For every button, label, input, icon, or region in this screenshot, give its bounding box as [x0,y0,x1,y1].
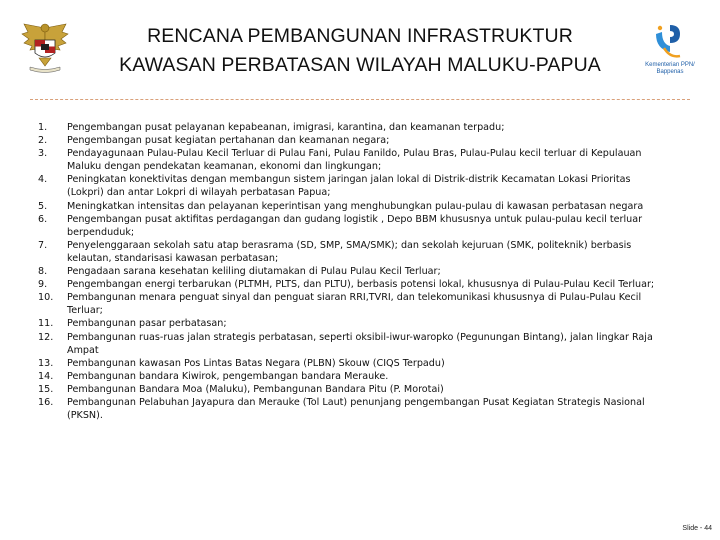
list-item-text: Meningkatkan intensitas dan pelayanan keperintisan yang menghubungkan pulau-pulau di kawasan perbatasan negara [67,200,644,212]
list-item [38,147,670,173]
header-divider [30,99,690,100]
list-item [38,173,670,199]
list-item-text: Pembangunan ruas-ruas jalan strategis perbatasan, seperti oksibil-iwur-waropko (Pegunungan Bintang), jalan lingkar Raja Ampat [67,331,653,356]
logo-text-line-1: Kementerian PPN/ [645,62,695,68]
list-item-text: Pembangunan bandara Kiwirok, pengembangan bandara Merauke. [67,370,389,382]
list-item [38,357,670,370]
list-item [38,317,670,330]
title-line-2: KAWASAN PERBATASAN WILAYAH MALUKU-PAPUA [119,54,601,76]
list-item-text: Peningkatan konektivitas dengan membangun sistem jaringan jalan lokal di Distrik-distrik Kecamatan Lokasi Prioritas (Lokpri) dan antar Lokpri di wilayah perbatasan Papua; [67,174,631,199]
list-item [38,291,670,317]
list-item-number: 9. [38,279,48,291]
list-item-text: Pengembangan pusat pelayanan kepabeanan, imigrasi, karantina, dan keamanan terpadu; [67,122,505,133]
list-item [38,278,670,291]
list-item [38,383,670,396]
list-item-number: 5. [38,200,48,212]
list-item [38,121,670,134]
list-item [38,239,670,265]
slide-number: Slide - 44 [682,525,712,532]
list-item-text: Pembangunan Bandara Moa (Maluku), Pembangunan Bandara Pitu (P. Morotai) [67,383,444,395]
slide-header [0,0,720,100]
list-item-number: 4. [38,174,48,186]
list-item-number: 2. [38,135,48,147]
list-item-number: 8. [38,266,48,278]
list-item [38,200,670,213]
list-item-number: 15. [38,383,54,395]
list-item-text: Pembangunan menara penguat sinyal dan penguat siaran RRI,TVRI, dan telekomunikasi khususnya di Pulau-Pulau Kecil Terluar; [67,292,642,317]
bappenas-logo-icon [640,22,700,62]
list-item-number: 7. [38,239,48,251]
bappenas-logo [640,22,700,92]
priority-list [38,121,670,422]
list-item [38,265,670,278]
list-item-number: 16. [38,396,54,408]
page-title [95,22,625,80]
list-item-text: Pengembangan pusat aktifitas perdagangan dan gudang logistik , Depo BBM khususnya untuk pulau-pulau kecil terluar berpenduduk; [67,213,643,238]
list-item-number: 1. [38,122,48,133]
list-item-number: 3. [38,148,48,160]
list-item [38,370,670,383]
logo-text-line-2: Bappenas [656,69,684,75]
list-item-text: Pembangunan Pelabuhan Jayapura dan Merauke (Tol Laut) penunjang pengembangan Pusat Kegiatan Strategis Nasional (PKSN). [67,396,645,422]
list-item [38,331,670,357]
list-item-text: Pengadaan sarana kesehatan keliling diutamakan di Pulau Pulau Kecil Terluar; [67,266,441,278]
list-item-text: Pengembangan energi terbarukan (PLTMH, PLTS, dan PLTU), berbasis potensi lokal, khususnya di Pulau-Pulau Kecil Terluar; [67,279,655,291]
list-item [38,213,670,239]
list-item [38,134,670,147]
list-item-text: Pendayagunaan Pulau-Pulau Kecil Terluar di Pulau Fani, Pulau Fanildo, Pulau Bras, Pulau-Pulau kecil terluar di Kepulauan Maluku dengan pendekatan keamanan, ekonomi dan lingkungan; [67,148,642,173]
list-item-text: Penyelenggaraan sekolah satu atap berasrama (SD, SMP, SMA/SMK); dan sekolah kejuruan (SMK, politeknik) berbasis kelautan, standarisasi kawasan perbatasan; [67,239,632,264]
list-item-number: 12. [38,331,54,343]
title-line-1: RENCANA PEMBANGUNAN INFRASTRUKTUR [147,25,573,47]
list-item-text: Pembangunan kawasan Pos Lintas Batas Negara (PLBN) Skouw (CIQS Terpadu) [67,357,445,369]
list-item-number: 6. [38,213,48,225]
list-item-number: 11. [38,318,54,330]
list-item-number: 10. [38,292,54,304]
garuda-emblem-icon [20,20,70,74]
list-item-text: Pengembangan pusat kegiatan pertahanan dan keamanan negara; [67,135,390,147]
list-item-text: Pembangunan pasar perbatasan; [67,318,227,330]
list-item [38,396,670,422]
list-item-number: 14. [38,370,54,382]
list-item-number: 13. [38,357,54,369]
